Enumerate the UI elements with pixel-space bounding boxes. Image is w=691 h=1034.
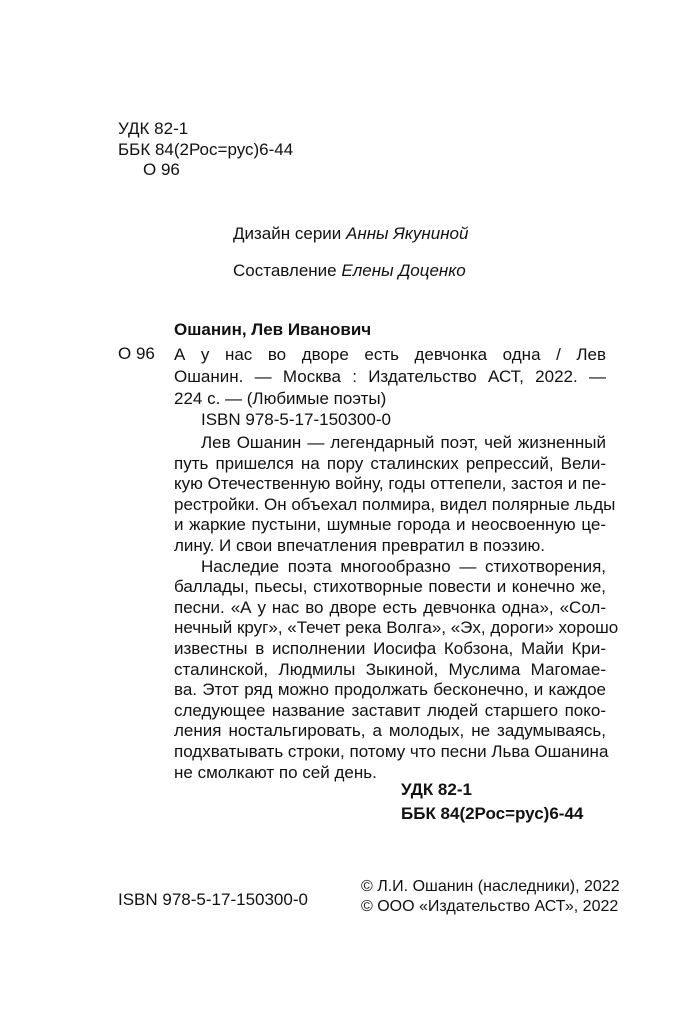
annotation-line: путь пришелся на пору сталинских репрессий, Вели- — [174, 453, 606, 473]
footer-udk: УДК 82-1 — [401, 780, 472, 799]
classification-block — [118, 119, 293, 181]
annotation-line: и жаркие пустыни, шумные города и неосвоенную це- — [174, 515, 606, 535]
annotation-line: Лев Ошанин — легендарный поэт, чей жизненный — [201, 433, 606, 452]
footer-bbk: ББК 84(2Рос=рус)6-44 — [401, 804, 584, 823]
annotation-line: лину. И свои впечатления превратил в поэзию. — [174, 535, 545, 555]
catalog-author: Ошанин, Лев Иванович — [174, 320, 372, 339]
designer-name: Анны Якуниной — [346, 224, 469, 243]
copyright-author: © Л.И. Ошанин (наследники), 2022 — [361, 878, 620, 895]
bibliographic-description — [174, 344, 606, 410]
annotation-line: песни. «А у нас во дворе есть девчонка одна», «Сол- — [174, 597, 606, 617]
annotation-line: следующее название заставит людей старшего поко- — [174, 700, 606, 720]
biblio-line: Ошанин. — Москва : Издательство АСТ, 2022. — — [174, 367, 606, 386]
footer-isbn: ISBN 978-5-17-150300-0 — [118, 890, 308, 909]
cutter-code: О 96 — [143, 160, 180, 179]
catalog-isbn: ISBN 978-5-17-150300-0 — [201, 410, 391, 429]
annotation-line: рестройки. Он объехал полмира, видел полярные льды — [174, 494, 616, 514]
udk-code: УДК 82-1 — [118, 119, 189, 138]
compiler-name: Елены Доценко — [341, 261, 466, 280]
annotation-line: ва. Этот ряд можно продолжать бесконечно, и каждое — [174, 680, 606, 700]
series-design-credit — [233, 224, 468, 244]
biblio-line: 224 с. — (Любимые поэты) — [174, 389, 387, 408]
annotation-line: сталинской, Людмилы Зыкиной, Муслима Магомае- — [174, 659, 606, 679]
compiler-credit — [233, 261, 466, 281]
biblio-line: А у нас во дворе есть девчонка одна / Лев — [174, 345, 606, 364]
annotation-line: баллады, пьесы, стихотворные повести и конечно же, — [174, 577, 606, 597]
annotation-line: ления ностальгировать, а молодых, не задумываясь, — [174, 721, 606, 741]
copyright-publisher: © ООО «Издательство АСТ», 2022 — [361, 897, 619, 915]
bbk-code: ББК 84(2Рос=рус)6-44 — [118, 139, 294, 159]
annotation-line: известны в исполнении Иосифа Кобзона, Майи Кри- — [174, 638, 606, 658]
annotation — [174, 433, 619, 783]
annotation-line: нечный круг», «Течет река Волга», «Эх, дороги» хорошо — [174, 618, 619, 638]
catalog-cutter: О 96 — [118, 344, 155, 363]
design-prefix: Дизайн серии — [233, 224, 346, 243]
footer-classification — [401, 778, 583, 826]
copyright-block — [361, 877, 620, 916]
annotation-line: не смолкают по сей день. — [174, 762, 377, 782]
compiler-prefix: Составление — [233, 261, 342, 280]
annotation-line: подхватывать строки, потому что песни Льва Ошанина — [174, 741, 609, 761]
annotation-line: Наследие поэта многообразно — стихотворения, — [201, 556, 606, 576]
annotation-line: кую Отечественную войну, годы оттепели, застоя и пе- — [174, 474, 607, 494]
